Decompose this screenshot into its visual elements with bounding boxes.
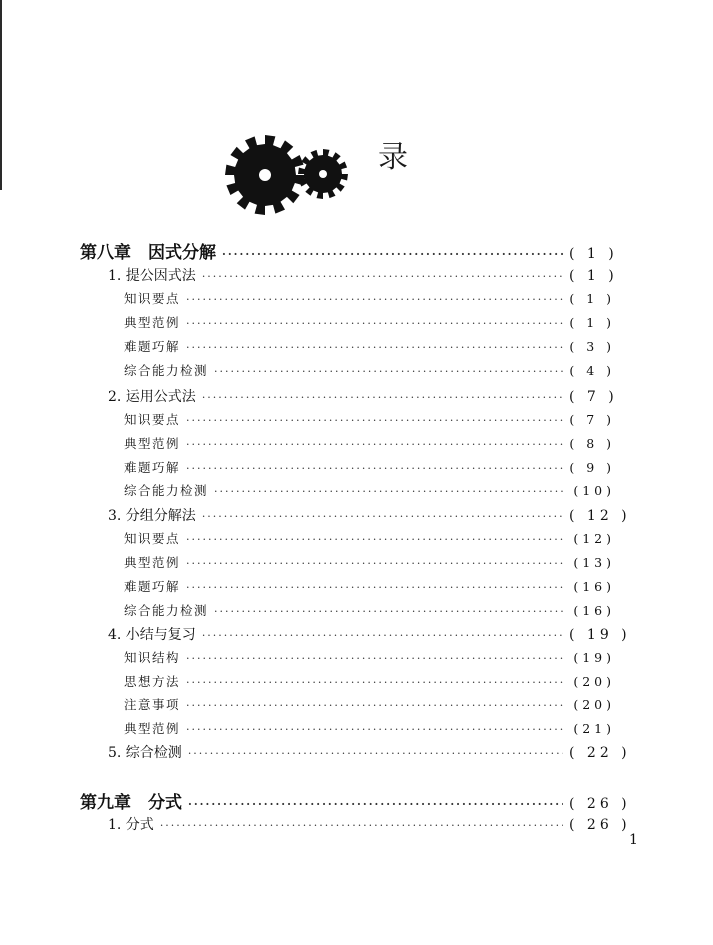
dot-leader	[222, 248, 563, 261]
toc-entry-page: ( 8 )	[569, 436, 615, 451]
toc-entry-page: ( 7 )	[569, 412, 615, 427]
toc-entry-page: (10)	[573, 483, 615, 498]
dot-leader	[202, 391, 563, 404]
toc-entry-section[interactable]	[108, 814, 631, 834]
toc-entry-page: ( 9 )	[569, 460, 615, 475]
toc-entry-label: 难题巧解	[124, 579, 181, 594]
toc-entry-sub[interactable]	[124, 553, 615, 571]
toc-entry-chapter[interactable]	[80, 788, 631, 813]
toc-entry-sub[interactable]	[124, 577, 615, 595]
toc-entry-page: ( 1 )	[569, 291, 615, 306]
dot-leader	[186, 557, 563, 570]
toc-entry-label: 知识要点	[124, 531, 181, 546]
toc-entry-chapter[interactable]	[80, 238, 618, 263]
toc-entry-page: ( 22 )	[569, 745, 631, 761]
toc-entry-sub[interactable]	[124, 289, 615, 307]
toc-entry-section[interactable]	[108, 742, 631, 762]
toc-entry-page: (21)	[573, 721, 615, 736]
toc-entry-page: ( 4 )	[569, 363, 615, 378]
toc-entry-label: 难题巧解	[124, 460, 181, 475]
toc-entry-page: (19)	[573, 650, 615, 665]
page-number: 1	[629, 832, 638, 848]
toc-entry-sub[interactable]	[124, 601, 615, 619]
toc-entry-label: 4. 小结与复习	[108, 627, 196, 643]
toc-entry-section[interactable]	[108, 265, 618, 285]
dot-leader	[214, 485, 563, 498]
toc-entry-label: 典型范例	[124, 436, 181, 451]
toc-entry-sub[interactable]	[124, 481, 615, 499]
toc-entry-label: 1. 提公因式法	[108, 268, 196, 284]
dot-leader	[188, 747, 563, 760]
toc-entry-label: 1. 分式	[108, 817, 154, 833]
dot-leader	[186, 341, 563, 354]
toc-entry-page: (16)	[573, 579, 615, 594]
toc-entry-sub[interactable]	[124, 695, 615, 713]
dot-leader	[186, 414, 563, 427]
dot-leader	[214, 605, 563, 618]
toc-entry-label: 思想方法	[124, 674, 181, 689]
toc-entry-sub[interactable]	[124, 361, 615, 379]
toc-entry-page: ( 1 )	[569, 246, 618, 262]
toc-entry-label: 综合能力检测	[124, 603, 209, 618]
dot-leader	[188, 798, 563, 811]
dot-leader	[214, 365, 563, 378]
dot-leader	[186, 652, 563, 665]
dot-leader	[202, 510, 563, 523]
toc-entry-label: 注意事项	[124, 697, 181, 712]
toc-entry-page: (16)	[573, 603, 615, 618]
dot-leader	[186, 293, 563, 306]
toc-entry-page: (12)	[573, 531, 615, 546]
dot-leader	[186, 462, 563, 475]
toc-entry-section[interactable]	[108, 386, 618, 406]
toc-entry-label: 典型范例	[124, 315, 181, 330]
dot-leader	[186, 723, 563, 736]
toc-entry-page: (20)	[573, 674, 615, 689]
toc-entry-sub[interactable]	[124, 529, 615, 547]
toc-entry-label: 第九章 分式	[80, 793, 182, 813]
toc-entry-sub[interactable]	[124, 458, 615, 476]
dot-leader	[186, 533, 563, 546]
toc-entry-label: 5. 综合检测	[108, 745, 182, 761]
toc-entry-label: 第八章 因式分解	[80, 243, 216, 263]
toc-entry-label: 知识结构	[124, 650, 181, 665]
toc-entry-page: ( 3 )	[569, 339, 615, 354]
toc-entry-sub[interactable]	[124, 410, 615, 428]
toc-entry-page: ( 12 )	[569, 508, 631, 524]
toc-entry-page: (20)	[573, 697, 615, 712]
toc-entry-label: 难题巧解	[124, 339, 181, 354]
toc-entry-sub[interactable]	[124, 719, 615, 737]
toc-entry-label: 知识要点	[124, 291, 181, 306]
toc-entry-label: 知识要点	[124, 412, 181, 427]
toc-entry-page: ( 1 )	[569, 315, 615, 330]
toc-entry-sub[interactable]	[124, 313, 615, 331]
dot-leader	[186, 438, 563, 451]
toc-entry-sub[interactable]	[124, 434, 615, 452]
dot-leader	[202, 629, 563, 642]
toc-entry-label: 2. 运用公式法	[108, 389, 196, 405]
toc-entry-page: ( 19 )	[569, 627, 631, 643]
toc-title: 录	[378, 140, 408, 175]
dot-leader	[202, 270, 563, 283]
toc-entry-page: (13)	[573, 555, 615, 570]
toc-entry-label: 典型范例	[124, 555, 181, 570]
dot-leader	[186, 676, 563, 689]
dot-leader	[186, 317, 563, 330]
toc-entry-label: 3. 分组分解法	[108, 508, 196, 524]
toc-entry-section[interactable]	[108, 505, 631, 525]
toc-entry-sub[interactable]	[124, 648, 615, 666]
toc-entry-page: ( 1 )	[569, 268, 618, 284]
toc-entry-page: ( 26 )	[569, 817, 631, 833]
toc-entry-label: 典型范例	[124, 721, 181, 736]
toc-entry-page: ( 26 )	[569, 796, 631, 812]
dot-leader	[186, 699, 563, 712]
toc-entry-section[interactable]	[108, 624, 631, 644]
toc-entry-sub[interactable]	[124, 337, 615, 355]
toc-entry-label: 综合能力检测	[124, 483, 209, 498]
toc-entry-label: 综合能力检测	[124, 363, 209, 378]
toc-entry-page: ( 7 )	[569, 389, 618, 405]
dot-leader	[160, 819, 563, 832]
toc-entry-sub[interactable]	[124, 672, 615, 690]
dot-leader	[186, 581, 563, 594]
